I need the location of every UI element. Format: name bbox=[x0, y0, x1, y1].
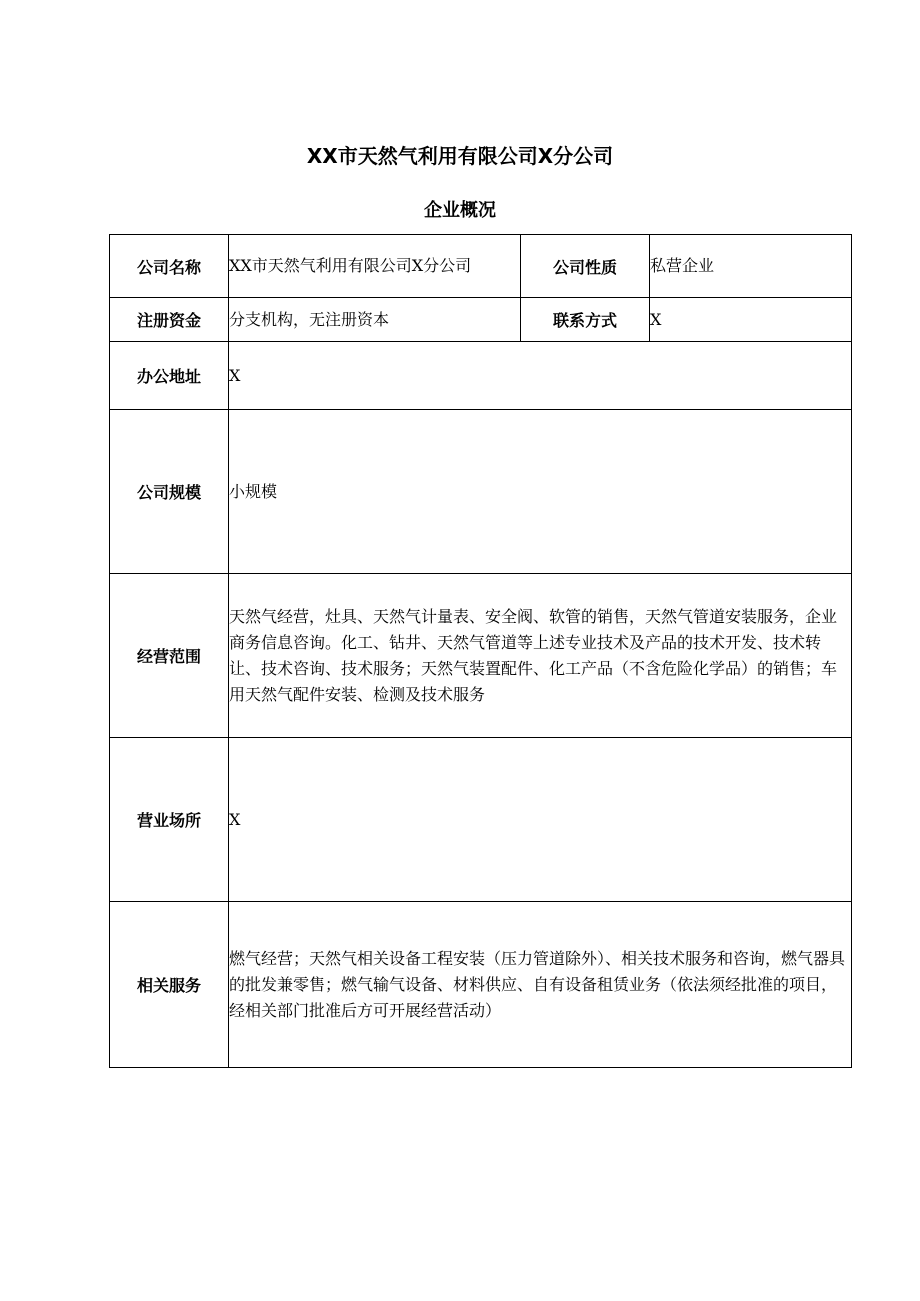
registered-capital-value: 分支机构，无注册资本 bbox=[229, 298, 521, 342]
office-address-value: X bbox=[229, 342, 852, 410]
registered-capital-label: 注册资金 bbox=[110, 298, 229, 342]
business-scope-label: 经营范围 bbox=[110, 574, 229, 738]
contact-value: X bbox=[650, 298, 852, 342]
company-nature-value: 私营企业 bbox=[650, 235, 852, 298]
related-services-label: 相关服务 bbox=[110, 902, 229, 1068]
document-title: XX市天然气利用有限公司X分公司 bbox=[306, 144, 614, 168]
business-premises-label: 营业场所 bbox=[110, 738, 229, 902]
company-overview-table bbox=[109, 234, 852, 1068]
document-subtitle: 企业概况 bbox=[424, 200, 496, 221]
table-row-business-premises bbox=[110, 738, 852, 902]
table-row-registered-capital bbox=[110, 298, 852, 342]
business-premises-value: X bbox=[229, 738, 852, 902]
company-name-label: 公司名称 bbox=[110, 235, 229, 298]
company-scale-label: 公司规模 bbox=[110, 410, 229, 574]
table-row-office-address bbox=[110, 342, 852, 410]
table-row-company-scale bbox=[110, 410, 852, 574]
office-address-label: 办公地址 bbox=[110, 342, 229, 410]
related-services-value: 燃气经营；天然气相关设备工程安装（压力管道除外）、相关技术服务和咨询，燃气器具的批发兼零售；燃气输气设备、材料供应、自有设备租赁业务（依法须经批准的项目，经相关部门批准后方可开展经营活动） bbox=[229, 902, 852, 1068]
table-row-business-scope bbox=[110, 574, 852, 738]
company-nature-label: 公司性质 bbox=[521, 235, 650, 298]
table-row-related-services bbox=[110, 902, 852, 1068]
business-scope-value: 天然气经营，灶具、天然气计量表、安全阀、软管的销售，天然气管道安装服务，企业商务信息咨询。化工、钻井、天然气管道等上述专业技术及产品的技术开发、技术转让、技术咨询、技术服务；天然气装置配件、化工产品（不含危险化学品）的销售；车用天然气配件安装、检测及技术服务 bbox=[229, 574, 852, 738]
company-scale-value: 小规模 bbox=[229, 410, 852, 574]
table-row-company-name bbox=[110, 235, 852, 298]
contact-label: 联系方式 bbox=[521, 298, 650, 342]
company-name-value: XX市天然气利用有限公司X分公司 bbox=[229, 235, 521, 298]
